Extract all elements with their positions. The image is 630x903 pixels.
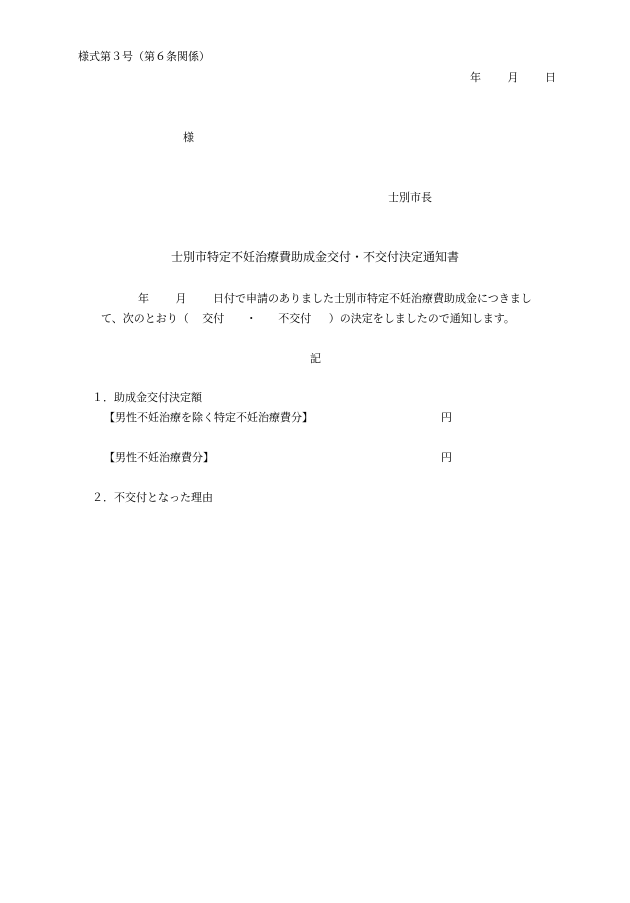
section-1-item-b-unit: 円 — [441, 451, 452, 464]
date-line — [470, 71, 556, 85]
option-refuse: 不交付 — [278, 312, 312, 325]
body-line-2-suffix: ）の決定をしましたので通知します。 — [328, 312, 515, 325]
body-line-1 — [138, 292, 532, 306]
body-line-1-text: 日付で申請のありました士別市特定不妊治療費助成金につきまし — [213, 292, 532, 305]
document-title: 士別市特定不妊治療費助成金交付・不交付決定通知書 — [170, 250, 459, 264]
sender-name: 士別市長 — [388, 191, 432, 204]
section-1-item-b-label: 【男性不妊治療費分】 — [104, 451, 214, 464]
form-number: 様式第３号（第６条関係） — [78, 50, 210, 63]
body-year-label: 年 — [138, 292, 149, 305]
section-1-item-a-unit: 円 — [441, 411, 452, 424]
body-line-2 — [101, 312, 515, 326]
body-line-2-prefix: て、次のとおり（ — [101, 312, 189, 325]
recipient-honorific: 様 — [183, 131, 194, 144]
option-grant: 交付 — [202, 312, 225, 325]
section-1-heading: １．助成金交付決定額 — [92, 391, 202, 404]
ki-label: 記 — [310, 352, 321, 365]
option-separator: ・ — [245, 312, 257, 325]
section-2-heading: ２．不交付となった理由 — [92, 491, 213, 504]
section-1-item-a-label: 【男性不妊治療を除く特定不妊治療費分】 — [104, 411, 313, 424]
date-day-label: 日 — [545, 71, 556, 84]
date-year-label: 年 — [470, 71, 481, 84]
date-month-label: 月 — [507, 71, 519, 84]
body-month-label: 月 — [175, 292, 187, 305]
